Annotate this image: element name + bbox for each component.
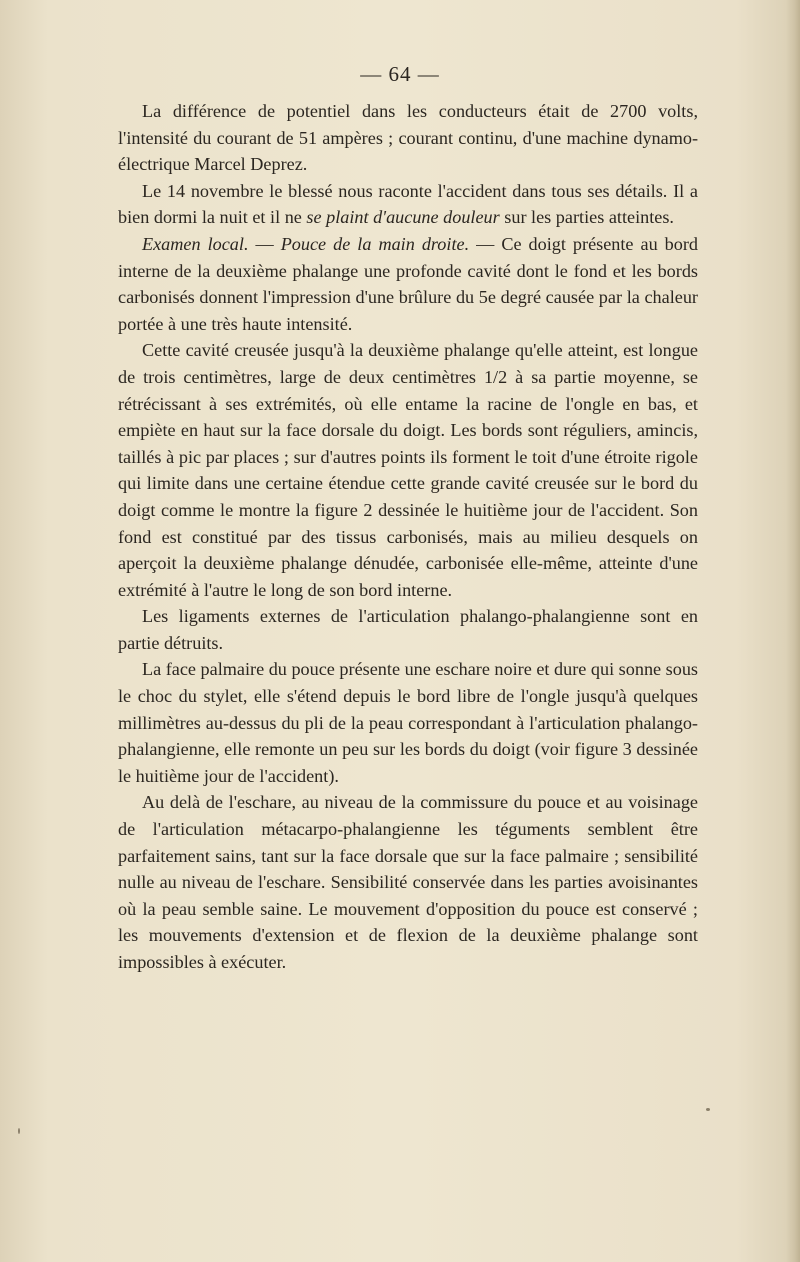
paragraph — [118, 98, 698, 178]
text-segment: — — [248, 233, 281, 254]
paragraph — [118, 656, 698, 789]
text-segment: Les ligaments externes de l'articulation phalango-phalangienne sont en partie détruits. — [118, 606, 698, 653]
paragraph — [118, 789, 698, 975]
paragraph — [118, 231, 698, 337]
text-segment: La face palmaire du pouce présente une eschare noire et dure qui sonne sous le choc du stylet, elle s'étend depuis le bord libre de l'ongle jusqu'à quelques millimètres au-dessus du pli de la peau correspondant à l'articulation phalango-phalangienne, elle remonte un peu sur les bords du doigt (voir figure 3 dessinée le huitième jour de l'accident). — [118, 659, 698, 786]
paragraph — [118, 337, 698, 603]
text-segment: Le 14 novembre le blessé nous raconte l'accident dans tous ses détails. Il a bien dormi la nuit et il ne — [118, 180, 698, 228]
text-segment: Au delà de l'eschare, au niveau de la commissure du pouce et au voisinage de l'articulation métacarpo-phalangienne les téguments semblent être parfaitement sains, tant sur la face dorsale que sur la face palmaire ; sensibilité nulle au niveau de l'eschare. Sensibilité conservée dans les parties avoisinantes où la peau semble saine. Le mouvement d'opposition du pouce est conservé ; les mouvements d'extension et de flexion de la deuxième phalange sont impossibles à exécuter. — [118, 792, 698, 972]
page-number: — 64 — — [360, 62, 440, 86]
body-text — [118, 98, 698, 976]
ink-speck — [18, 1128, 20, 1134]
page-edge-shadow — [786, 0, 800, 1262]
ink-speck — [706, 1108, 710, 1111]
text-segment: sur les parties atteintes. — [499, 207, 674, 228]
italic-text: Pouce de la main droite. — [280, 233, 470, 254]
italic-text: Examen local. — [142, 233, 249, 254]
text-segment: La différence de potentiel dans les conducteurs était de 2700 volts, l'intensité du courant de 51 ampères ; courant continu, d'une machine dynamo-électrique Marcel Deprez. — [118, 101, 698, 175]
italic-text: se plaint d'aucune douleur — [306, 207, 500, 228]
paragraph — [118, 603, 698, 656]
paragraph — [118, 178, 698, 231]
text-segment: — Ce doigt présente au bord interne de la deuxième phalange une profonde cavité dont le fond et les bords carbonisés donnent l'impression d'une brûlure du 5e degré causée par la chaleur portée à une très haute intensité. — [118, 233, 699, 334]
text-segment: Cette cavité creusée jusqu'à la deuxième phalange qu'elle atteint, est longue de trois centimètres, large de deux centimètres 1/2 à sa partie moyenne, se rétrécissant à ses extrémités, où elle entame la racine de l'ongle en bas, et empiète en haut sur la face dorsale du doigt. Les bords sont réguliers, amincis, taillés à pic par places ; sur d'autres points ils forment le toit d'une étroite rigole qui limite dans une certaine étendue cette grande cavité creusée sur le bord du doigt comme le montre la figure 2 dessinée le huitième jour de l'accident. Son fond est constitué par des tissus carbonisés, mais au milieu desquels on aperçoit la deuxième phalange dénudée, carbonisée elle-même, atteinte d'une extrémité à l'autre le long de son bord interne. — [118, 340, 698, 600]
